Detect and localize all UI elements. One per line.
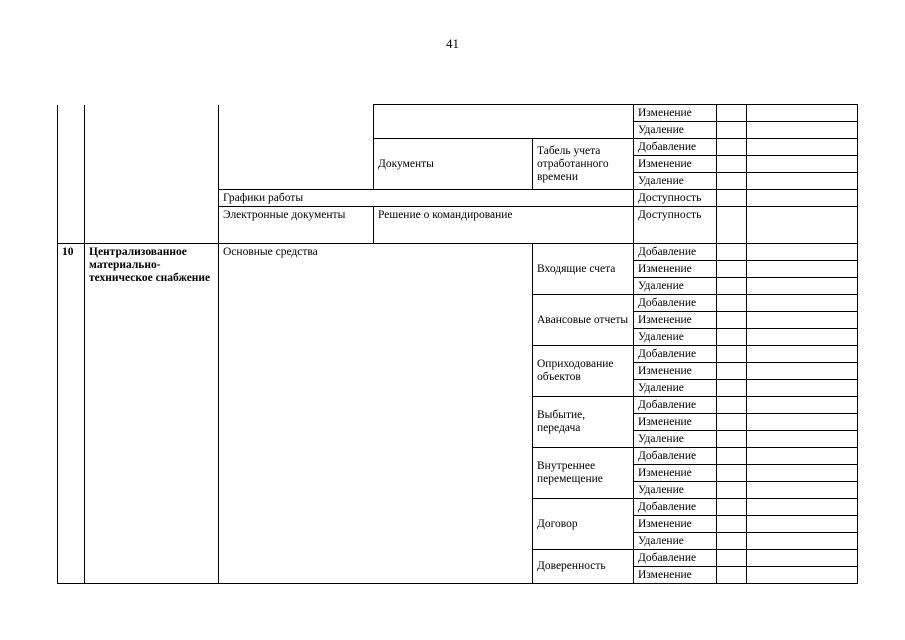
flag-cell	[717, 312, 747, 329]
note-cell	[747, 431, 858, 448]
note-cell	[747, 346, 858, 363]
action-cell: Изменение	[634, 363, 717, 380]
flag-cell	[717, 499, 747, 516]
flag-cell	[717, 244, 747, 261]
flag-cell	[717, 516, 747, 533]
flag-cell	[717, 448, 747, 465]
action-cell: Доступность	[634, 190, 717, 207]
action-cell: Изменение	[634, 105, 717, 122]
table-body	[58, 105, 858, 584]
empty-doc-cell	[374, 105, 634, 139]
flag-cell	[717, 190, 747, 207]
action-cell: Изменение	[634, 312, 717, 329]
flag-cell	[717, 431, 747, 448]
note-cell	[747, 499, 858, 516]
work-schedule-cell: Графики работы	[219, 190, 634, 207]
note-cell	[747, 295, 858, 312]
section-name-cell: Централизованное материально-техническое снабжение	[85, 244, 219, 584]
action-cell: Добавление	[634, 244, 717, 261]
flag-cell	[717, 414, 747, 431]
note-cell	[747, 567, 858, 584]
flag-cell	[717, 397, 747, 414]
flag-cell	[717, 329, 747, 346]
flag-cell	[717, 363, 747, 380]
action-cell: Удаление	[634, 122, 717, 139]
flag-cell	[717, 173, 747, 190]
action-cell: Изменение	[634, 567, 717, 584]
action-cell: Изменение	[634, 414, 717, 431]
flag-cell	[717, 278, 747, 295]
note-cell	[747, 156, 858, 173]
flag-cell	[717, 122, 747, 139]
flag-cell	[717, 567, 747, 584]
permissions-table	[57, 104, 858, 584]
note-cell	[747, 312, 858, 329]
action-cell: Добавление	[634, 448, 717, 465]
note-cell	[747, 261, 858, 278]
action-cell: Удаление	[634, 533, 717, 550]
action-cell: Изменение	[634, 156, 717, 173]
action-cell: Удаление	[634, 380, 717, 397]
note-cell	[747, 397, 858, 414]
doc-type-cell: Доверенность	[533, 550, 634, 584]
flag-cell	[717, 380, 747, 397]
page-number: 41	[446, 36, 459, 51]
flag-cell	[717, 482, 747, 499]
object-cell-empty	[219, 105, 374, 190]
note-cell	[747, 414, 858, 431]
action-cell: Удаление	[634, 278, 717, 295]
flag-cell	[717, 139, 747, 156]
fixed-assets-object-cell: Основные средства	[219, 244, 533, 584]
flag-cell	[717, 261, 747, 278]
note-cell	[747, 550, 858, 567]
note-cell	[747, 278, 858, 295]
note-cell	[747, 482, 858, 499]
business-trip-doc-cell: Решение о командирование	[374, 207, 634, 244]
documents-object-cell: Документы	[374, 139, 533, 190]
flag-cell	[717, 533, 747, 550]
action-cell: Изменение	[634, 261, 717, 278]
note-cell	[747, 244, 858, 261]
doc-type-cell: Входящие счета	[533, 244, 634, 295]
doc-type-cell: Авансовые отчеты	[533, 295, 634, 346]
flag-cell	[717, 550, 747, 567]
note-cell	[747, 105, 858, 122]
note-cell	[747, 533, 858, 550]
note-cell	[747, 448, 858, 465]
action-cell: Добавление	[634, 397, 717, 414]
action-cell: Изменение	[634, 516, 717, 533]
action-cell: Доступность	[634, 207, 717, 244]
table-row	[58, 244, 858, 261]
note-cell	[747, 380, 858, 397]
number-cell-empty	[58, 105, 85, 244]
doc-type-cell: Выбытие, передача	[533, 397, 634, 448]
action-cell: Добавление	[634, 139, 717, 156]
doc-type-cell: Договор	[533, 499, 634, 550]
note-cell	[747, 173, 858, 190]
note-cell	[747, 207, 858, 244]
table-row	[58, 105, 858, 122]
doc-type-cell: Оприходование объектов	[533, 346, 634, 397]
action-cell: Изменение	[634, 465, 717, 482]
action-cell: Добавление	[634, 295, 717, 312]
flag-cell	[717, 465, 747, 482]
note-cell	[747, 122, 858, 139]
flag-cell	[717, 207, 747, 244]
doc-type-cell: Внутреннее перемещение	[533, 448, 634, 499]
note-cell	[747, 465, 858, 482]
timesheet-doc-cell: Табель учета отработанного времени	[533, 139, 634, 190]
note-cell	[747, 329, 858, 346]
action-cell: Добавление	[634, 346, 717, 363]
flag-cell	[717, 156, 747, 173]
flag-cell	[717, 346, 747, 363]
section-name-cell-empty	[85, 105, 219, 244]
action-cell: Удаление	[634, 173, 717, 190]
note-cell	[747, 516, 858, 533]
flag-cell	[717, 105, 747, 122]
action-cell: Добавление	[634, 499, 717, 516]
section-number-cell: 10	[58, 244, 85, 584]
note-cell	[747, 139, 858, 156]
action-cell: Удаление	[634, 329, 717, 346]
note-cell	[747, 363, 858, 380]
note-cell	[747, 190, 858, 207]
electronic-docs-cell: Электронные документы	[219, 207, 374, 244]
action-cell: Удаление	[634, 482, 717, 499]
flag-cell	[717, 295, 747, 312]
action-cell: Добавление	[634, 550, 717, 567]
action-cell: Удаление	[634, 431, 717, 448]
